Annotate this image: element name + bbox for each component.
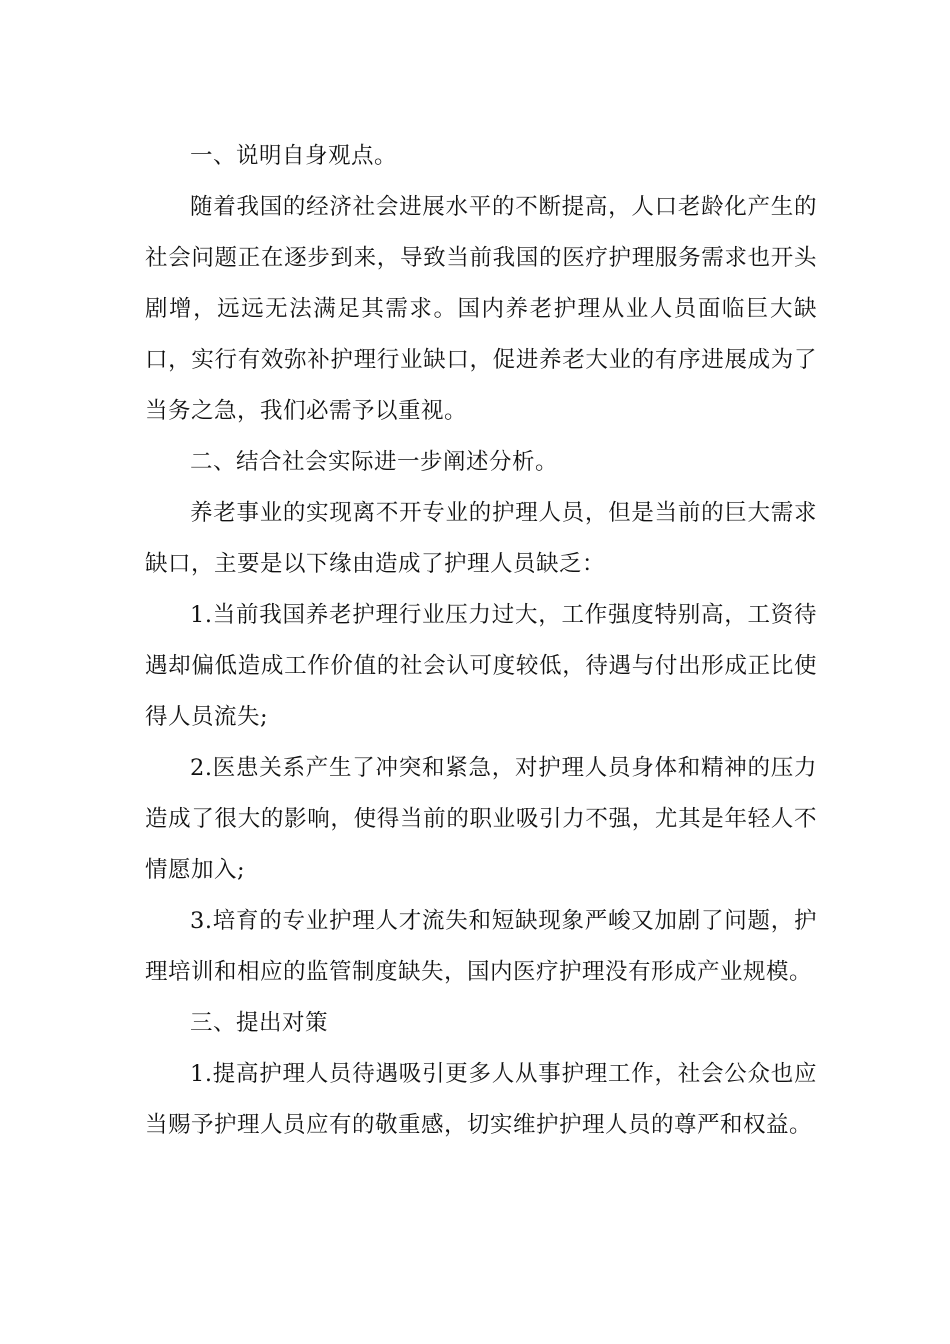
list-item-reason-1: 1.当前我国养老护理行业压力过大，工作强度特别高，工资待遇却偏低造成工作价值的社会认可度较低，待遇与付出形成正比使得人员流失;	[145, 602, 817, 730]
list-item-reason-3: 3.培育的专业护理人才流失和短缺现象严峻又加剧了问题，护理培训和相应的监管制度缺失，国内医疗护理没有形成产业规模。	[145, 908, 817, 985]
document-body	[145, 131, 817, 1151]
section-heading-1: 一、说明自身观点。	[190, 143, 398, 169]
section-heading-3: 三、提出对策	[190, 1010, 329, 1036]
list-item-reason-2: 2.医患关系产生了冲突和紧急，对护理人员身体和精神的压力造成了很大的影响，使得当前的职业吸引力不强，尤其是年轻人不情愿加入;	[145, 755, 817, 883]
section-heading-2: 二、结合社会实际进一步阐述分析。	[190, 449, 559, 475]
paragraph-analysis-intro: 养老事业的实现离不开专业的护理人员，但是当前的巨大需求缺口，主要是以下缘由造成了护理人员缺乏：	[145, 500, 817, 577]
list-item-measure-1: 1.提高护理人员待遇吸引更多人从事护理工作，社会公众也应当赐予护理人员应有的敬重感，切实维护护理人员的尊严和权益。	[145, 1061, 817, 1138]
paragraph-background: 随着我国的经济社会进展水平的不断提高，人口老龄化产生的社会问题正在逐步到来，导致当前我国的医疗护理服务需求也开头剧增，远远无法满足其需求。国内养老护理从业人员面临巨大缺口，实行有效弥补护理行业缺口，促进养老大业的有序进展成为了当务之急，我们必需予以重视。	[145, 194, 817, 424]
